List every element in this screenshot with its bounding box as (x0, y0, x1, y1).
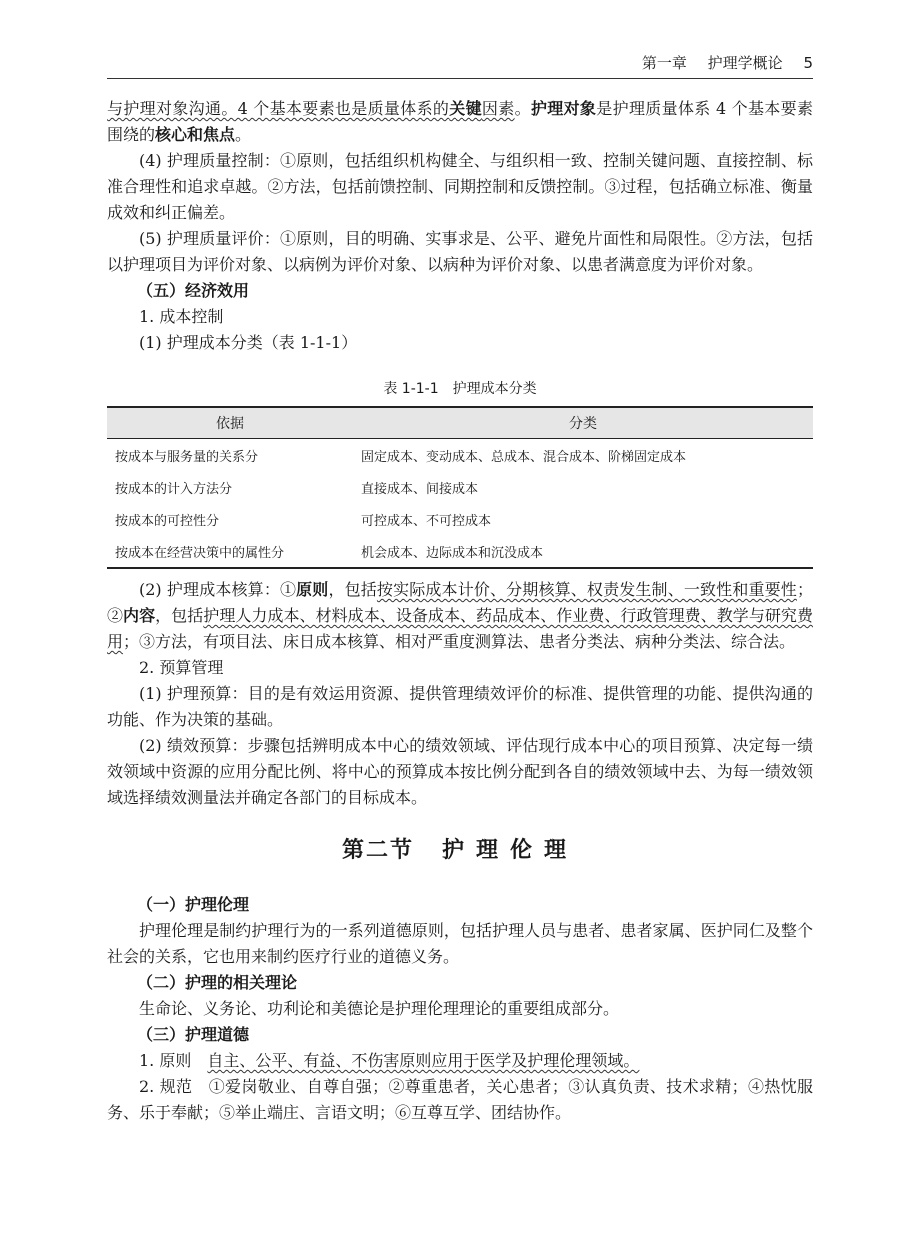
paragraph-quality-control: (4) 护理质量控制：①原则，包括组织机构健全、与组织相一致、控制关键问题、直接控制、标准合理性和追求卓越。②方法，包括前馈控制、同期控制和反馈控制。③过程，包括确立标准、衡量成效和纠正偏差。 (107, 151, 813, 222)
paragraph-quality-system (107, 96, 813, 148)
text: 与护理对象沟通。4 个基本要素也是质量体系的 (107, 99, 450, 118)
text: 关键 (449, 99, 482, 118)
table-cell: 按成本的计入方法分 (115, 481, 233, 497)
table-cell: 机会成本、边际成本和沉没成本 (353, 535, 813, 568)
heading-nursing-morality: （三）护理道德 (137, 1025, 250, 1044)
text: 核心和焦点 (155, 125, 236, 144)
heading-related-theories: （二）护理的相关理论 (137, 973, 298, 992)
table-cell: 可控成本、不可控成本 (361, 513, 492, 529)
heading-economic-utility: （五）经济效用 (137, 281, 250, 300)
text: 。 (514, 99, 531, 118)
text: ；② (107, 580, 813, 625)
table-header-basis: 依据 (107, 407, 353, 439)
paragraph-norms (107, 1074, 813, 1126)
table-cell: 按成本与服务量的关系分 (115, 449, 259, 465)
page-body (107, 96, 813, 1126)
text: 原则 (296, 580, 329, 599)
norm-label: 2. 规范 (139, 1077, 193, 1096)
paragraph-performance-budget: (2) 绩效预算：步骤包括辨明成本中心的绩效领域、评估现行成本中心的项目预算、决定每一绩效领域中资源的应用分配比例、将中心的预算成本按比例分配到各自的绩效领域中去、为每一绩效领域选择绩效测量法并确定各部门的目标成本。 (107, 736, 813, 807)
header-chapter: 第一章 (641, 54, 687, 72)
norm-text: ①爱岗敬业、自尊自强；②尊重患者，关心患者；③认真负责、技术求精；④热忱服务、乐于奉献；⑤举止端庄、言语文明；⑥互尊互学、团结协作。 (107, 1077, 813, 1122)
text: ；③方法，有项目法、床日成本核算、相对严重度测算法、患者分类法、病种分类法、综合法。 (123, 632, 796, 651)
text: 按实际成本计价、分期核算、权责发生制、一致性和重要性 (376, 580, 797, 599)
text: 是护理质量体系 4 个基本要素围绕的 (107, 99, 813, 144)
text: 内容 (123, 606, 156, 625)
table-cell: 按成本在经营决策中的属性分 (107, 535, 353, 568)
heading-nursing-ethics: （一）护理伦理 (137, 895, 250, 914)
paragraph-cost-accounting (107, 577, 813, 655)
principle-label: 1. 原则 (139, 1051, 192, 1070)
table-row (107, 503, 813, 535)
section-name: 护理伦理 (442, 837, 579, 863)
text: (2) 护理成本核算：① (139, 580, 297, 599)
paragraph-related-theories: 生命论、义务论、功利论和美德论是护理伦理理论的重要组成部分。 (139, 999, 620, 1018)
table-cell: 按成本的可控性分 (115, 513, 220, 529)
paragraph-cost-classification: (1) 护理成本分类（表 1-1-1） (139, 333, 358, 352)
cost-classification-table (107, 406, 813, 569)
text: 护理人力成本、材料成本、设备成本、药品成本、作业费、行政管理费、教学与研究费用 (107, 606, 813, 651)
principle-text: 自主、公平、有益、不伤害原则应用于医学及护理伦理领域。 (207, 1051, 640, 1070)
running-header (107, 52, 813, 79)
table-row (107, 535, 813, 568)
table-caption: 表 1-1-1 护理成本分类 (383, 381, 537, 397)
paragraph-quality-evaluation: (5) 护理质量评价：①原则，目的明确、实事求是、公平、避免片面性和局限性。②方法，包括以护理项目为评价对象、以病例为评价对象、以病种为评价对象、以患者满意度为评价对象。 (107, 229, 813, 274)
table-row (107, 471, 813, 503)
text: ，包括 (328, 580, 377, 599)
paragraph-principles (107, 1048, 813, 1074)
page-number: 5 (803, 54, 813, 72)
table-cell: 直接成本、间接成本 (361, 481, 479, 497)
text: 护理对象 (530, 99, 597, 118)
section-number: 第二节 (341, 837, 414, 863)
paragraph-nursing-budget: (1) 护理预算：目的是有效运用资源、提供管理绩效评价的标准、提供管理的功能、提供沟通的功能、作为决策的基础。 (107, 684, 813, 729)
text: 因素 (481, 99, 515, 118)
header-title: 护理学概论 (707, 54, 783, 72)
table-cell: 固定成本、变动成本、总成本、混合成本、阶梯固定成本 (361, 449, 687, 465)
text: 。 (235, 125, 252, 144)
text: ，包括 (155, 606, 204, 625)
section-title (107, 833, 813, 864)
subheading-budget-management: 2. 预算管理 (139, 658, 224, 677)
table-row (107, 439, 813, 472)
subheading-cost-control: 1. 成本控制 (139, 307, 224, 326)
table-header-category: 分类 (353, 407, 813, 439)
paragraph-nursing-ethics: 护理伦理是制约护理行为的一系列道德原则，包括护理人员与患者、患者家属、医护同仁及整个社会的关系，它也用来制约医疗行业的道德义务。 (107, 921, 813, 966)
